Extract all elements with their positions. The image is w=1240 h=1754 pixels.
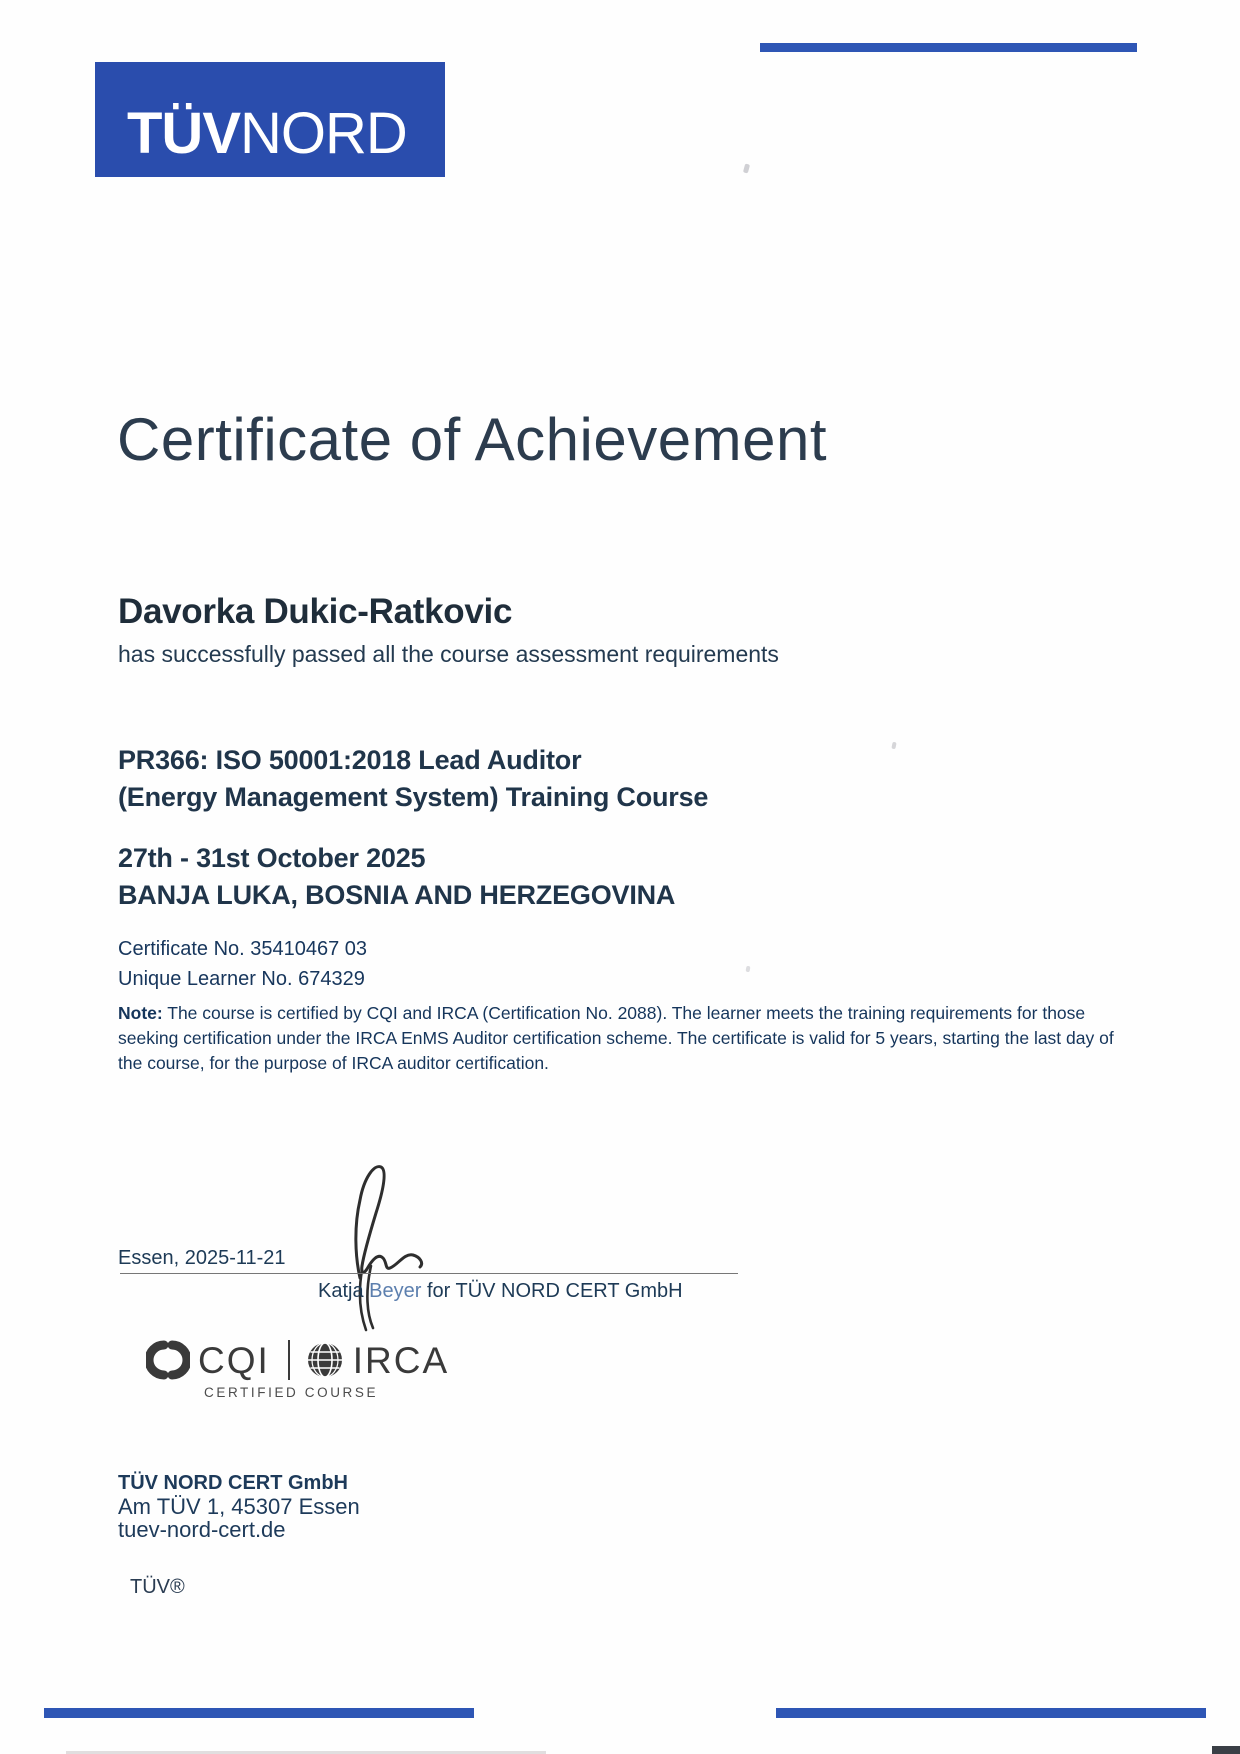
issuer-address: Am TÜV 1, 45307 Essen: [118, 1494, 360, 1519]
note-label: Note:: [118, 1003, 163, 1023]
course-title-line2: (Energy Management System) Training Course: [118, 782, 709, 812]
scan-artifact: [746, 966, 751, 973]
signer-last-name: Beyer: [369, 1280, 422, 1302]
cqi-irca-logo: [146, 1338, 449, 1382]
place-and-date: Essen, 2025-11-21: [118, 1247, 286, 1269]
note-paragraph: [118, 1001, 1118, 1076]
top-accent-bar: [760, 43, 1137, 52]
issuer-website: tuev-nord-cert.de: [118, 1517, 286, 1542]
logo-text-regular: NORD: [240, 101, 407, 166]
course-dates: 27th - 31st October 2025: [118, 843, 426, 873]
bottom-accent-bar-right: [776, 1708, 1206, 1718]
achievement-statement: has successfully passed all the course assessment requirements: [118, 641, 779, 667]
note-text: The course is certified by CQI and IRCA (Certification No. 2088). The learner meets the training requirements for those seeking certification under the IRCA EnMS Auditor certification scheme. The certificate is valid for 5 years, starting the last day of the course, for the purpose of IRCA auditor certification.: [118, 1003, 1114, 1073]
signer-company: for TÜV NORD CERT GmbH: [421, 1280, 683, 1302]
bottom-accent-bar-left: [44, 1708, 474, 1718]
scan-artifact: [743, 164, 750, 174]
course-title-line1: PR366: ISO 50001:2018 Lead Auditor: [118, 745, 582, 775]
cqi-label: CQI: [198, 1339, 270, 1381]
tuv-trademark: TÜV®: [130, 1576, 185, 1598]
certificate-number: Certificate No. 35410467 03: [118, 938, 368, 960]
issuer-address-block: [118, 1472, 360, 1541]
tuv-nord-logo: [95, 62, 445, 177]
logo-divider: [288, 1340, 290, 1380]
recipient-name: Davorka Dukic-Ratkovic: [118, 592, 513, 631]
scan-artifact: [891, 742, 896, 750]
unique-learner-number: Unique Learner No. 674329: [118, 968, 365, 990]
course-dates-location: [118, 840, 675, 914]
certificate-numbers: [118, 934, 367, 994]
signer-first-name: Katja: [318, 1280, 370, 1302]
certified-course-caption: CERTIFIED COURSE: [204, 1385, 379, 1400]
irca-label: IRCA: [352, 1339, 450, 1381]
signature-line: [120, 1273, 738, 1274]
issuer-company: TÜV NORD CERT GmbH: [118, 1472, 348, 1494]
handwritten-signature: [318, 1158, 448, 1333]
globe-icon: [306, 1341, 344, 1379]
signer-line: [318, 1280, 683, 1303]
logo-text-bold: TÜV: [127, 101, 240, 166]
course-location: BANJA LUKA, BOSNIA AND HERZEGOVINA: [118, 880, 676, 910]
quote-mark-icon: [146, 1340, 190, 1380]
certificate-title: Certificate of Achievement: [117, 406, 828, 473]
scan-artifact: [1212, 1746, 1240, 1754]
course-title: [118, 742, 708, 816]
tuv-nord-logo-text: [127, 101, 407, 166]
